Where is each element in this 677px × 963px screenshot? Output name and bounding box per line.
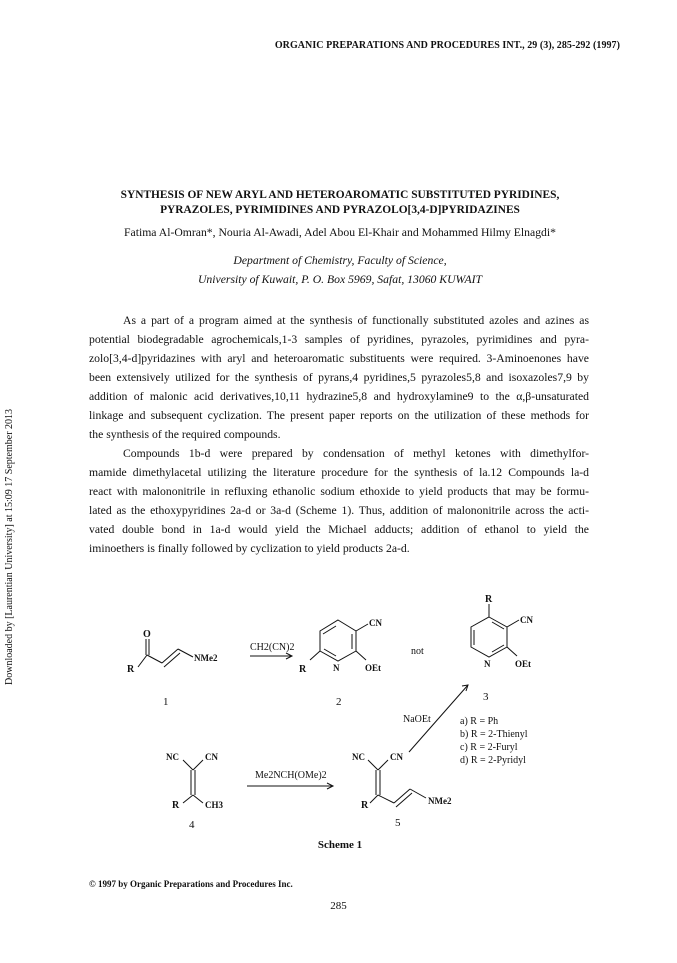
- bond: [356, 624, 368, 631]
- bond: [138, 655, 147, 667]
- atom-label: R: [299, 664, 307, 675]
- atom-label: R: [127, 664, 135, 675]
- atom-label: NC: [166, 752, 179, 762]
- affiliation-line-1: Department of Chemistry, Faculty of Science,: [233, 254, 447, 267]
- authors: Fatima Al-Omran*, Nouria Al-Awadi, Adel Abou El-Khair and Mohammed Hilmy Elnagdi*: [124, 226, 556, 239]
- atom-label: CN: [390, 752, 403, 762]
- atom-label: R: [361, 800, 369, 811]
- substituent-d: d) R = 2-Pyridyl: [460, 755, 526, 766]
- bond: [178, 649, 193, 657]
- reagent-label: CH2(CN)2: [250, 642, 295, 653]
- bond: [164, 653, 180, 667]
- bond: [310, 651, 320, 660]
- bond: [183, 760, 193, 770]
- bond: [492, 645, 504, 652]
- bond: [507, 620, 519, 627]
- bond: [162, 649, 178, 663]
- compound-number: 1: [163, 696, 169, 708]
- text-line: mamide dimethylacetal utilizing the literature procedure for the synthesis of la.12 Compounds la-d: [89, 466, 589, 479]
- atom-label: CN: [205, 752, 218, 762]
- bond: [193, 760, 203, 770]
- bond: [183, 795, 193, 803]
- text-line: react with malononitrile in refluxing ethanolic sodium ethoxide to yield products that may be formu-: [89, 485, 589, 498]
- text-line: the synthesis of the required compounds.: [89, 428, 281, 441]
- atom-label: R: [485, 594, 493, 605]
- text-line: zolo[3,4-d]pyridazines with aryl and heteroaromatic substituents were required. 3-Aminoenones have: [89, 352, 589, 365]
- bond: [370, 795, 378, 803]
- bond: [394, 789, 410, 803]
- compound-number: 5: [395, 817, 401, 829]
- text-line: been extensively utilized for the synthesis of pyrans,4 pyridines,5 pyrazoles5,8 and isoxazoles7,9 by: [89, 371, 589, 384]
- scheme-caption: Scheme 1: [317, 839, 363, 851]
- substituent-b: b) R = 2-Thienyl: [460, 729, 528, 740]
- substituent-a: a) R = Ph: [460, 716, 499, 727]
- atom-label: N: [484, 659, 491, 669]
- bond: [378, 795, 394, 803]
- text-line: iminoethers is finally followed by cyclization to yield products 2a-d.: [89, 542, 410, 555]
- bond: [147, 655, 162, 663]
- affiliation-line-2: University of Kuwait, P. O. Box 5969, Safat, 13060 KUWAIT: [197, 273, 482, 286]
- atom-label: O: [143, 629, 151, 640]
- copyright-notice: © 1997 by Organic Preparations and Procedures Inc.: [89, 879, 293, 889]
- download-notice: Downloaded by [Laurentian University] at 15:09 17 September 2013: [4, 408, 15, 685]
- substituent-c: c) R = 2-Furyl: [460, 742, 518, 753]
- compound-number: 2: [336, 696, 342, 708]
- reagent-label: NaOEt: [403, 714, 431, 725]
- reagent-label: Me2NCH(OMe)2: [255, 770, 327, 781]
- text-line: As a part of a program aimed at the synthesis of functionally substituted azoles and azines as: [123, 314, 589, 327]
- atom-label: NMe2: [194, 653, 218, 663]
- atom-label: NC: [352, 752, 365, 762]
- bond: [193, 795, 203, 803]
- bond: [356, 651, 366, 660]
- compound-number: 4: [189, 819, 195, 831]
- atom-label: NMe2: [428, 796, 452, 806]
- title-line-1: SYNTHESIS OF NEW ARYL AND HETEROAROMATIC SUBSTITUTED PYRIDINES,: [120, 189, 560, 201]
- bond: [396, 793, 412, 807]
- atom-label: OEt: [515, 659, 532, 669]
- page-number: 285: [330, 900, 347, 912]
- text-line: vated double bond in 1a-d would yield the Michael adducts; addition of ethanol to yield the: [89, 523, 589, 536]
- bond: [492, 622, 504, 629]
- atom-label: R: [172, 800, 180, 811]
- bond: [323, 626, 336, 634]
- text-line: potential biodegradable agrochemicals,1-3 samples of pyridines, pyrazoles, pyrimidines and pyra-: [89, 333, 589, 346]
- bond: [507, 647, 517, 656]
- compound-number: 3: [483, 691, 489, 703]
- atom-label: N: [333, 663, 340, 673]
- atom-label: CN: [520, 615, 533, 625]
- title-line-2: PYRAZOLES, PYRIMIDINES AND PYRAZOLO[3,4-D]PYRIDAZINES: [160, 204, 520, 216]
- text-line: linkage and subsequent cyclization. The present paper reports on the utilization of these methods for: [89, 409, 589, 422]
- bond: [368, 760, 378, 770]
- atom-label: CN: [369, 618, 382, 628]
- atom-label: CH3: [205, 800, 223, 810]
- journal-header: ORGANIC PREPARATIONS AND PROCEDURES INT., 29 (3), 285-292 (1997): [274, 40, 620, 51]
- bond: [324, 649, 336, 656]
- text-line: addition of malonic acid derivatives,10,11 hydrazine5,8 and hydroxylamine9 to the α,β-unsaturated: [89, 390, 589, 403]
- atom-label: OEt: [365, 663, 382, 673]
- pyridine-ring-2: [320, 620, 356, 661]
- text-line: lated as the ethoxypyridines 2a-d or 3a-d (Scheme 1). Thus, addition of malononitrile across the acti-: [89, 504, 589, 517]
- pyridine-ring-3: [471, 617, 507, 657]
- bond: [378, 760, 388, 770]
- text-line: Compounds 1b-d were prepared by condensation of methyl ketones with dimethylfor-: [123, 447, 589, 460]
- not-label: not: [411, 646, 424, 657]
- bond: [410, 789, 426, 798]
